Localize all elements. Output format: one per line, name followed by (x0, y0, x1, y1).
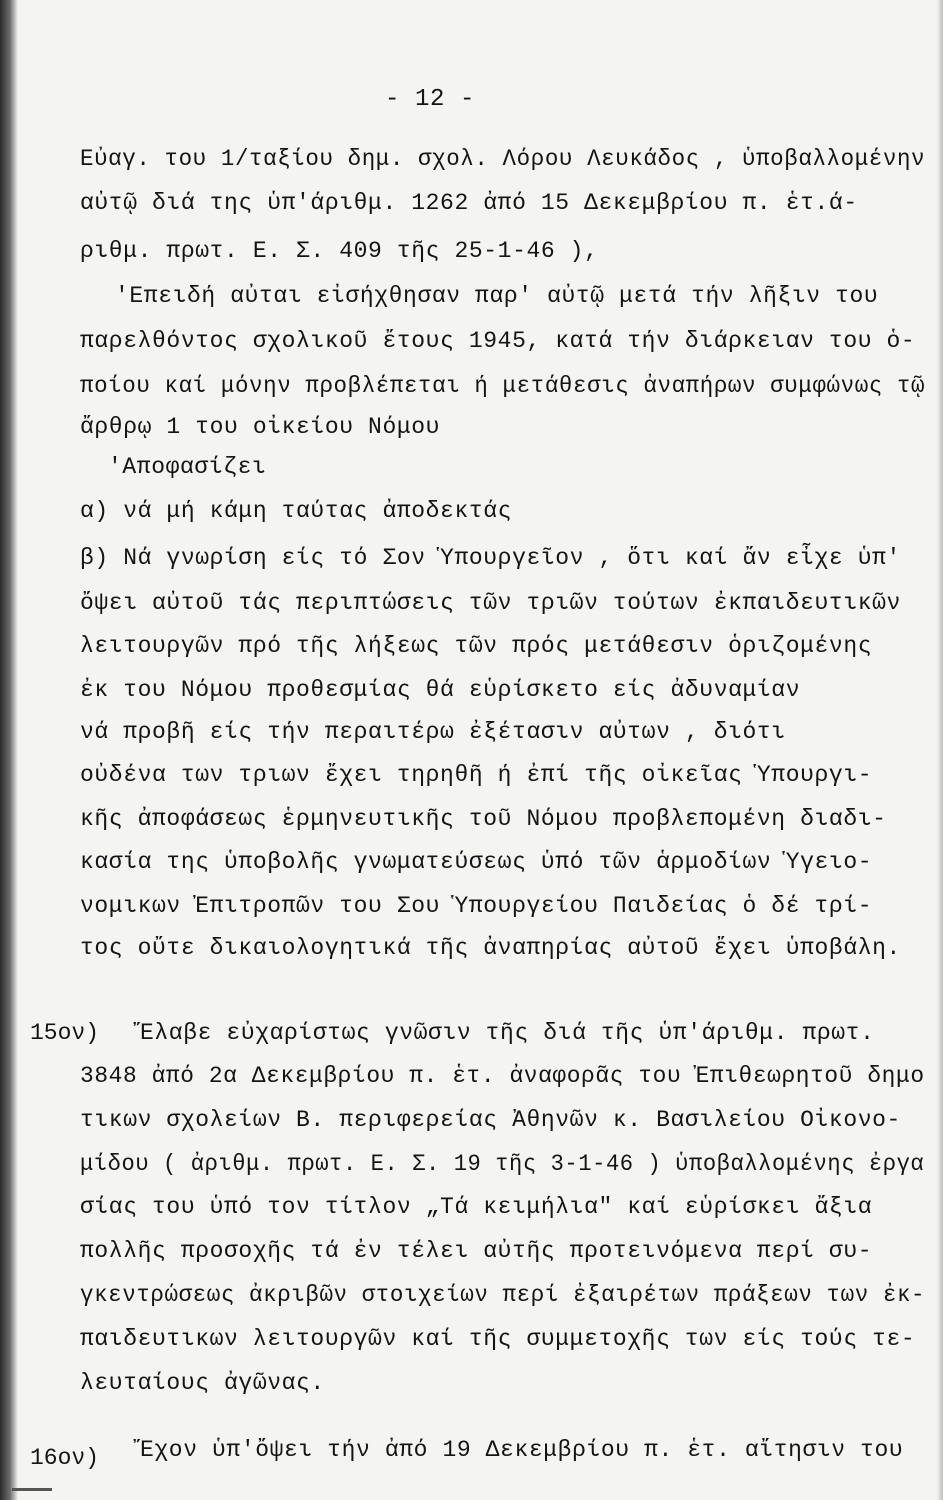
page-edge (937, 0, 943, 1500)
text-line: αὐτῷ διά της ὑπ'άριθμ. 1262 ἀπό 15 Δεκεμβρίου π. ἑτ.ά- (80, 190, 858, 216)
binding-shadow (0, 0, 18, 1500)
text-line: νομικων Ἐπιτροπῶν του Σου Ὑπουργείου Παιδείας ὁ δέ τρί- (80, 893, 873, 919)
text-line: παρελθόντος σχολικοῦ ἔτους 1945, κατά τήν διάρκειαν του ὁ- (80, 328, 916, 354)
text-line: γκεντρώσεως ἀκριβῶν στοιχείων περί ἐξαιρέτων πράξεων των ἐκ- (80, 1282, 926, 1308)
page-number: - 12 - (385, 86, 476, 113)
text-line: ριθμ. πρωτ. Ε. Σ. 409 τῆς 25-1-46 ), (80, 238, 599, 264)
text-line: Ἔλαβε εὐχαρίστως γνῶσιν τῆς διά τῆς ὑπ'άριθμ. πρωτ. (140, 1020, 875, 1046)
text-line: παιδευτικων λειτουργῶν καί τῆς συμμετοχῆς των είς τούς τε- (80, 1326, 916, 1352)
text-line: λειτουργῶν πρό τῆς λήξεως τῶν πρός μετάθεσιν ὁριζομένης (80, 633, 873, 659)
text-line: 3848 ἀπό 2α Δεκεμβρίου π. ἑτ. ἀναφορᾶς του Ἐπιθεωρητοῦ δημο (80, 1063, 925, 1089)
text-line: μίδου ( ἀριθμ. πρωτ. Ε. Σ. 19 τῆς 3-1-46 ) ὑποβαλλομένης ἐργα (80, 1151, 925, 1177)
text-line: τικων σχολείων Β. περιφερείας Ἀθηνῶν κ. Βασιλείου Οἰκονο- (80, 1107, 901, 1133)
text-line: οὐδένα των τριων ἔχει τηρηθῆ ή ἐπί τῆς οἰκεῖας Ὑπουργι- (80, 762, 873, 788)
text-line: 'Αποφασίζει (108, 454, 267, 480)
text-line: ὄψει αὐτοῦ τάς περιπτώσεις τῶν τριῶν τούτων ἐκπαιδευτικῶν (80, 590, 901, 616)
text-line: κασία της ὑποβολῆς γνωματεύσεως ὑπό τῶν ἁρμοδίων Ὑγειο- (80, 849, 873, 875)
text-line: ἐκ του Νόμου προθεσμίας θά εὑρίσκετο είς ἀδυναμίαν (80, 677, 801, 703)
text-line: τος οὔτε δικαιολογητικά τῆς ἀναπηρίας αὐτοῦ ἔχει ὑποβάλη. (80, 935, 901, 961)
text-line: 'Επειδή αὐται εἰσήχθησαν παρ' αὐτῷ μετά τήν λῆξιν του (115, 283, 879, 309)
text-line: πολλῆς προσοχῆς τά ἐν τέλει αὐτῆς προτεινόμενα περί συ- (80, 1238, 873, 1264)
text-line: ἄρθρῳ 1 του οἰκείου Νόμου (80, 414, 441, 440)
text-line: Εὐαγ. του 1/ταξίου δημ. σχολ. Λόρου Λευκάδος , ὑποβαλλομένην (80, 146, 926, 172)
section-number: 15ον) (30, 1020, 100, 1046)
text-line: νά προβῆ είς τήν περαιτέρω ἐξέτασιν αὐτων , διότι (80, 719, 786, 745)
text-line: ποίου καί μόνην προβλέπεται ή μετάθεσις ἀναπήρων συμφώνως τῷ (80, 373, 926, 399)
text-line: β) Νά γνωρίση είς τό Σον Ὑπουργεῖον , ὅτι καί ἄν εἶχε ὑπ' (80, 545, 901, 571)
text-line: Ἔχον ὑπ'ὄψει τήν ἀπό 19 Δεκεμβρίου π. ἑτ. αἴτησιν του (140, 1437, 904, 1463)
text-line: λευταίους ἀγῶνας. (80, 1370, 325, 1396)
section-number: 16ον) (30, 1445, 100, 1471)
text-line: κῆς ἀποφάσεως ἑρμηνευτικῆς τοῦ Νόμου προβλεπομένη διαδι- (80, 806, 887, 832)
text-line: α) νά μή κάμη ταύτας ἀποδεκτάς (80, 498, 513, 524)
text-line: σίας του ὑπό τον τίτλον „Τά κειμήλια" καί εὑρίσκει ἄξια (80, 1194, 873, 1220)
scan-mark (12, 1488, 52, 1491)
